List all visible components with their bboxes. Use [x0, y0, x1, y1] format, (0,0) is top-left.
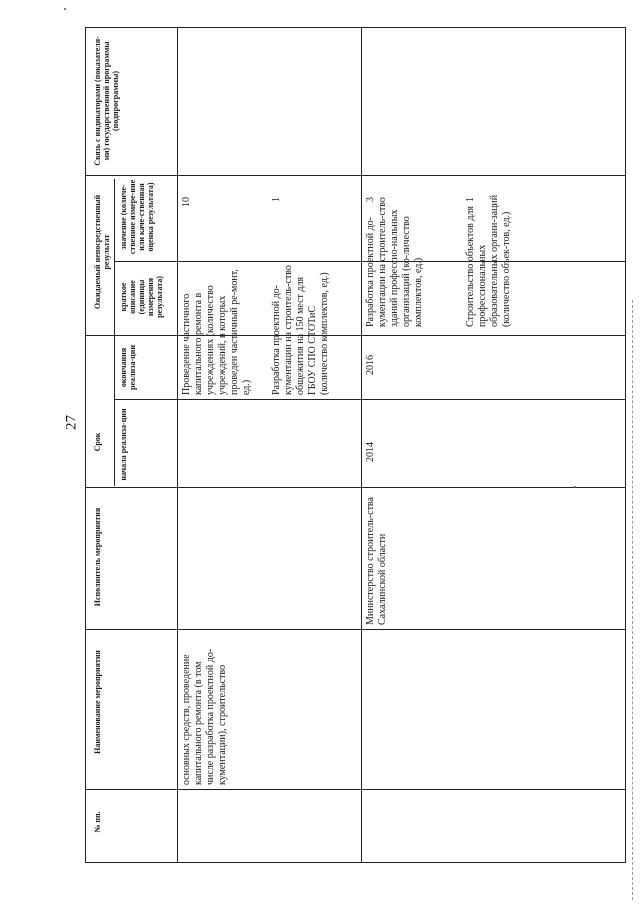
row1-result1-desc: Проведение частичного капитального ремонта в учреждениях (количество учреждений, в которых проведен частичный ре-монт, ед.) — [181, 269, 252, 395]
row2-start: 2014 — [365, 442, 376, 462]
header-term-start: начала реализа-ции — [119, 408, 128, 481]
program-table — [85, 27, 626, 863]
row1-name: основных средств, проведение капитального ремонта (в том числе разработка проектной до-кументации), строительство — [181, 648, 228, 785]
header-name: Наименование мероприятия — [93, 650, 102, 754]
row2-result2-value: 1 — [465, 197, 476, 202]
row1-result1-value: 10 — [181, 197, 192, 207]
header-expected-desc: краткое описание (единицы измерения результата) — [119, 276, 164, 318]
header-no: № пп. — [93, 811, 102, 833]
header-executor: Исполнитель мероприятия — [93, 507, 102, 607]
row1-result2-desc: Разработка проектной до-кументации на строитель-ство общежития на 150 мест для ГБОУ СПО СТОТиС (количество комплектов, ед.) — [271, 265, 330, 395]
header-link: Связь с индикаторами (показателя-ми) государственной программы (подпрограммы) — [93, 36, 120, 166]
row2-end: 2016 — [365, 355, 376, 375]
scan-speck — [64, 8, 66, 10]
page-number: 27 — [63, 415, 80, 430]
scan-edge-artifact — [632, 300, 635, 900]
scan-speck — [574, 486, 576, 488]
row2-result2-desc: Строительство объектов для профессиональных образовательных органи-заций (количество объек-тов, ед.) — [465, 194, 512, 327]
row1-result2-value: 1 — [271, 197, 282, 202]
row2-result1-value: 3 — [365, 197, 376, 202]
row2-executor: Министерство строитель-ства Сахалинской области — [365, 497, 388, 625]
header-expected: Ожидаемый непосредственный результат — [93, 194, 111, 310]
header-term-end: окончания реализа-ции — [119, 345, 137, 390]
header-expected-value: значение (количе-ственное измере-ние или каче-ственная оценка результата) — [119, 179, 155, 255]
row2-result1-desc: Разработка проектной до-кументации на строитель-ство зданий профессио-нальных организаций (ко-личество комплектов, ед.) — [365, 197, 424, 327]
header-term: Срок — [93, 432, 102, 452]
